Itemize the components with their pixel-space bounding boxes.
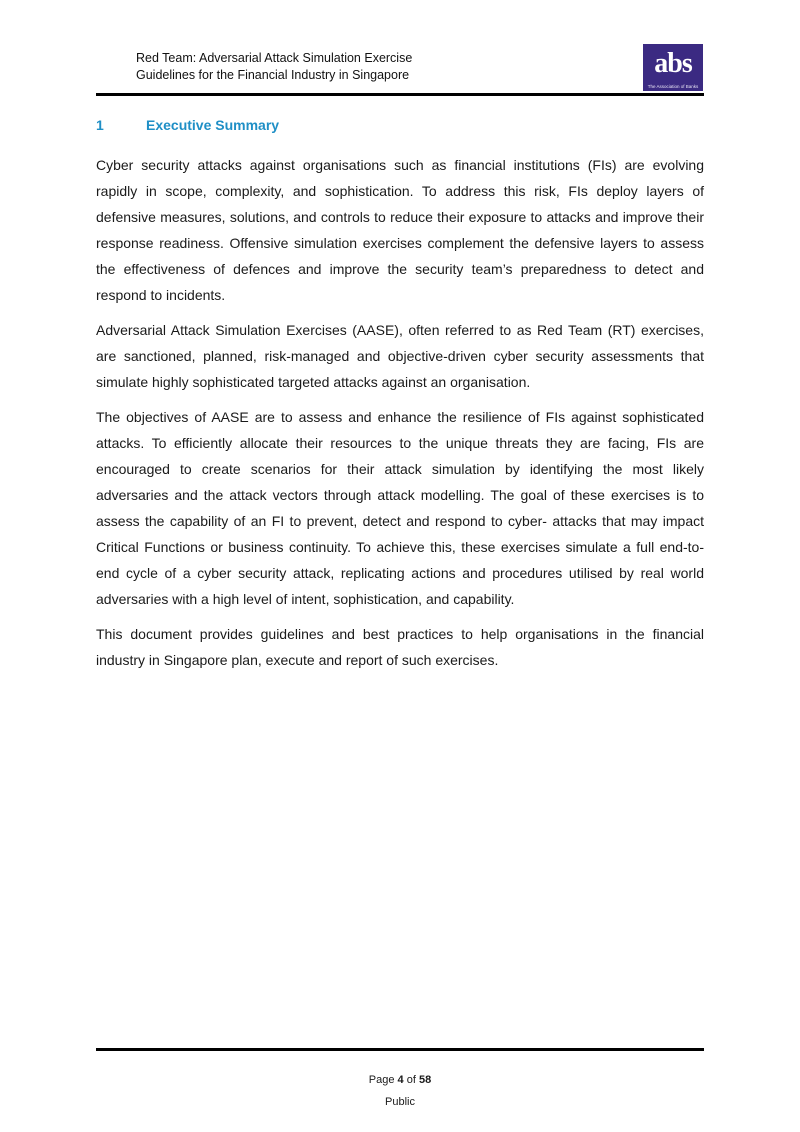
page-total: 58 (418, 1074, 432, 1086)
abs-logo (643, 44, 703, 91)
footer-divider (96, 1048, 704, 1051)
paragraph: Cyber security attacks against organisations such as financial institutions (FIs) are evolving rapidly in scope, complexity, and sophistication. To address this risk, FIs deploy layers of defensive measures, solutions, and controls to reduce their exposure to attacks and improve their response readiness. Offensive simulation exercises complement the defensive layers to assess the effectiveness of defences and improve the security team’s preparedness to detect and respond to incidents. (96, 157, 704, 303)
paragraph: The objectives of AASE are to assess and enhance the resilience of FIs against sophisticated attacks. To efficiently allocate their resources to the unique threats they are facing, FIs are encouraged to create scenarios for their attack simulation by identifying the most likely adversaries and the attack vectors through attack modelling. The goal of these exercises is to assess the capability of an FI to prevent, detect and respond to cyber- attacks that may impact Critical Functions or business continuity. To achieve this, these exercises simulate a full end-to-end cycle of a cyber security attack, replicating actions and procedures utilised by real world adversaries with a high level of intent, sophistication, and capability. (96, 409, 704, 607)
page-number (0, 1069, 800, 1091)
page-of: of (406, 1074, 416, 1086)
section-title: Executive Summary (146, 117, 280, 133)
body-text (96, 152, 704, 682)
header-title-line2: Guidelines for the Financial Industry in Singapore (136, 68, 410, 82)
paragraph: Adversarial Attack Simulation Exercises (AASE), often referred to as Red Team (RT) exercises, are sanctioned, planned, risk-managed and objective-driven cyber security assessments that simulate highly sophisticated targeted attacks against an organisation. (96, 322, 704, 390)
section-heading (96, 117, 279, 133)
section-number: 1 (96, 117, 104, 133)
logo-subtext: The Association of Banks (647, 84, 699, 89)
header-divider (96, 93, 704, 96)
paragraph: This document provides guidelines and best practices to help organisations in the financial industry in Singapore plan, execute and report of such exercises. (96, 626, 704, 668)
logo-wordmark: abs (654, 48, 692, 79)
page-footer (0, 1069, 800, 1113)
header-title-line1: Red Team: Adversarial Attack Simulation Exercise (136, 51, 413, 65)
page-prefix: Page (368, 1074, 395, 1086)
classification-label: Public (385, 1096, 415, 1108)
page-current: 4 (397, 1074, 404, 1086)
running-header (136, 50, 412, 84)
